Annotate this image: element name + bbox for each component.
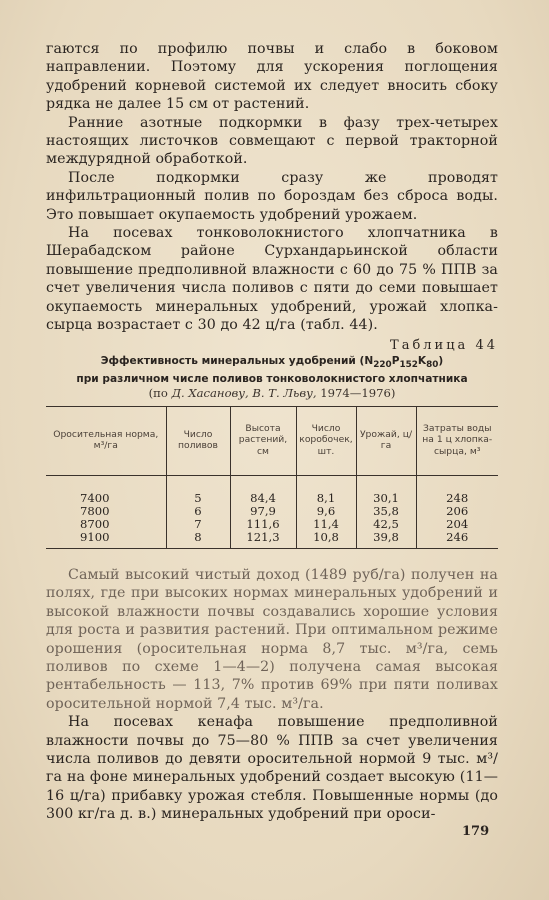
header-irrigation-rate: Оросительная норма, м³/га <box>46 407 166 476</box>
table-title: Эффективность минеральных удобрений $(N_{220}P_{152}K_{80})$ при различном числе поливов тонковолокнистого хлопчатника <box>76 355 468 386</box>
table-cell: 9,6 <box>296 505 356 518</box>
table-cell: 8700 <box>80 517 110 531</box>
table-header-row <box>46 407 498 476</box>
text-block-bottom <box>46 566 498 824</box>
table-cell: 7400 <box>80 491 110 505</box>
table-cell: 35,8 <box>356 505 416 518</box>
table-cell: 7 <box>166 518 230 531</box>
table-source: (по Д. Хасанову, В. Т. Льву, 1974—1976) <box>148 386 396 401</box>
paragraph-infiltration-irrigation: После подкормки сразу же проводят инфильтрационный полив по бороздам без сброса воды. Это повышает окупаемость удобрений урожаем. <box>46 169 498 223</box>
paragraph-continuation: гаются по профилю почвы и слабо в боковом направлении. Поэтому для ускорения поглощения удобрений корневой системой их следует вносить сбоку рядка не далее 15 см от растений. <box>46 41 498 113</box>
table-cell: 84,4 <box>230 476 296 506</box>
table-cell: 206 <box>416 505 498 518</box>
table-cell: 9100 <box>46 531 166 549</box>
table-cell: 246 <box>416 531 498 549</box>
paragraph-cotton-sherabad: На посевах тонковолокнистого хлопчатника в Шерабадском районе Сурхандарьинской области повышение предполивной влажности с 60 до 75 % ППВ за счет увеличения числа поливов с пяти до семи повышает окупаемость минеральных удобрений, урожай хлопка-сырца возрастает с 30 до 42 ц/га (табл. 44). <box>46 225 498 334</box>
text-block-top <box>46 40 498 335</box>
header-yield: Урожай, ц/га <box>356 407 416 476</box>
table-cell: 97,9 <box>230 505 296 518</box>
table-caption <box>46 337 498 401</box>
paragraph-kenaf: На посевах кенафа повышение предполивной влажности почвы до 75—80 % ППВ за счет увеличения числа поливов до девяти оросительной нормой 9 тыс. м³/га на фоне минеральных удобрений создает высокую (11—16 ц/га) прибавку урожая стебля. Повышенные нормы (до 300 кг/га д. в.) минеральных удобрений при ороси- <box>46 714 498 823</box>
table-cell: 8 <box>166 531 230 549</box>
table-row <box>46 476 498 506</box>
data-table <box>46 406 498 549</box>
table-number: Таблица 44 <box>390 338 498 353</box>
table-cell: 11,4 <box>296 518 356 531</box>
paragraph-net-income: Самый высокий чистый доход (1489 руб/га) получен на полях, где при высоких нормах минеральных удобрений и высокой влажности почвы создавались хорошие условия для роста и развития растений. При оптимальном режиме орошения (оросительная норма 8,7 тыс. м³/га, семь поливов по схеме 1—4—2) получена самая высокая рентабельность — 113, 7% против 69% при пяти поливах оросительной нормой 7,4 тыс. м³/га. <box>46 567 498 712</box>
header-water-cost: Затраты воды на 1 ц хлопка-сырца, м³ <box>416 407 498 476</box>
table-cell: 42,5 <box>356 518 416 531</box>
table-cell: 8,1 <box>296 476 356 506</box>
page-number: 179 <box>462 824 490 839</box>
header-plant-height: Высота растений, см <box>230 407 296 476</box>
table-cell: 10,8 <box>296 531 356 549</box>
table-cell: 6 <box>166 505 230 518</box>
table-cell: 248 <box>416 476 498 506</box>
table-row <box>46 531 498 549</box>
table-cell: 204 <box>416 518 498 531</box>
table-cell: 39,8 <box>356 531 416 549</box>
table-cell: 7800 <box>80 504 110 518</box>
table-cell: 121,3 <box>230 531 296 549</box>
table-cell: 111,6 <box>230 518 296 531</box>
table-cell: 30,1 <box>356 476 416 506</box>
header-irrigation-count: Число поливов <box>166 407 230 476</box>
table-cell: 5 <box>166 476 230 506</box>
paragraph-nitrogen-feeding: Ранние азотные подкормки в фазу трех-четырех настоящих листочков совмещают с первой тракторной междурядной обработкой. <box>46 114 498 168</box>
header-boll-count: Число коробочек, шт. <box>296 407 356 476</box>
